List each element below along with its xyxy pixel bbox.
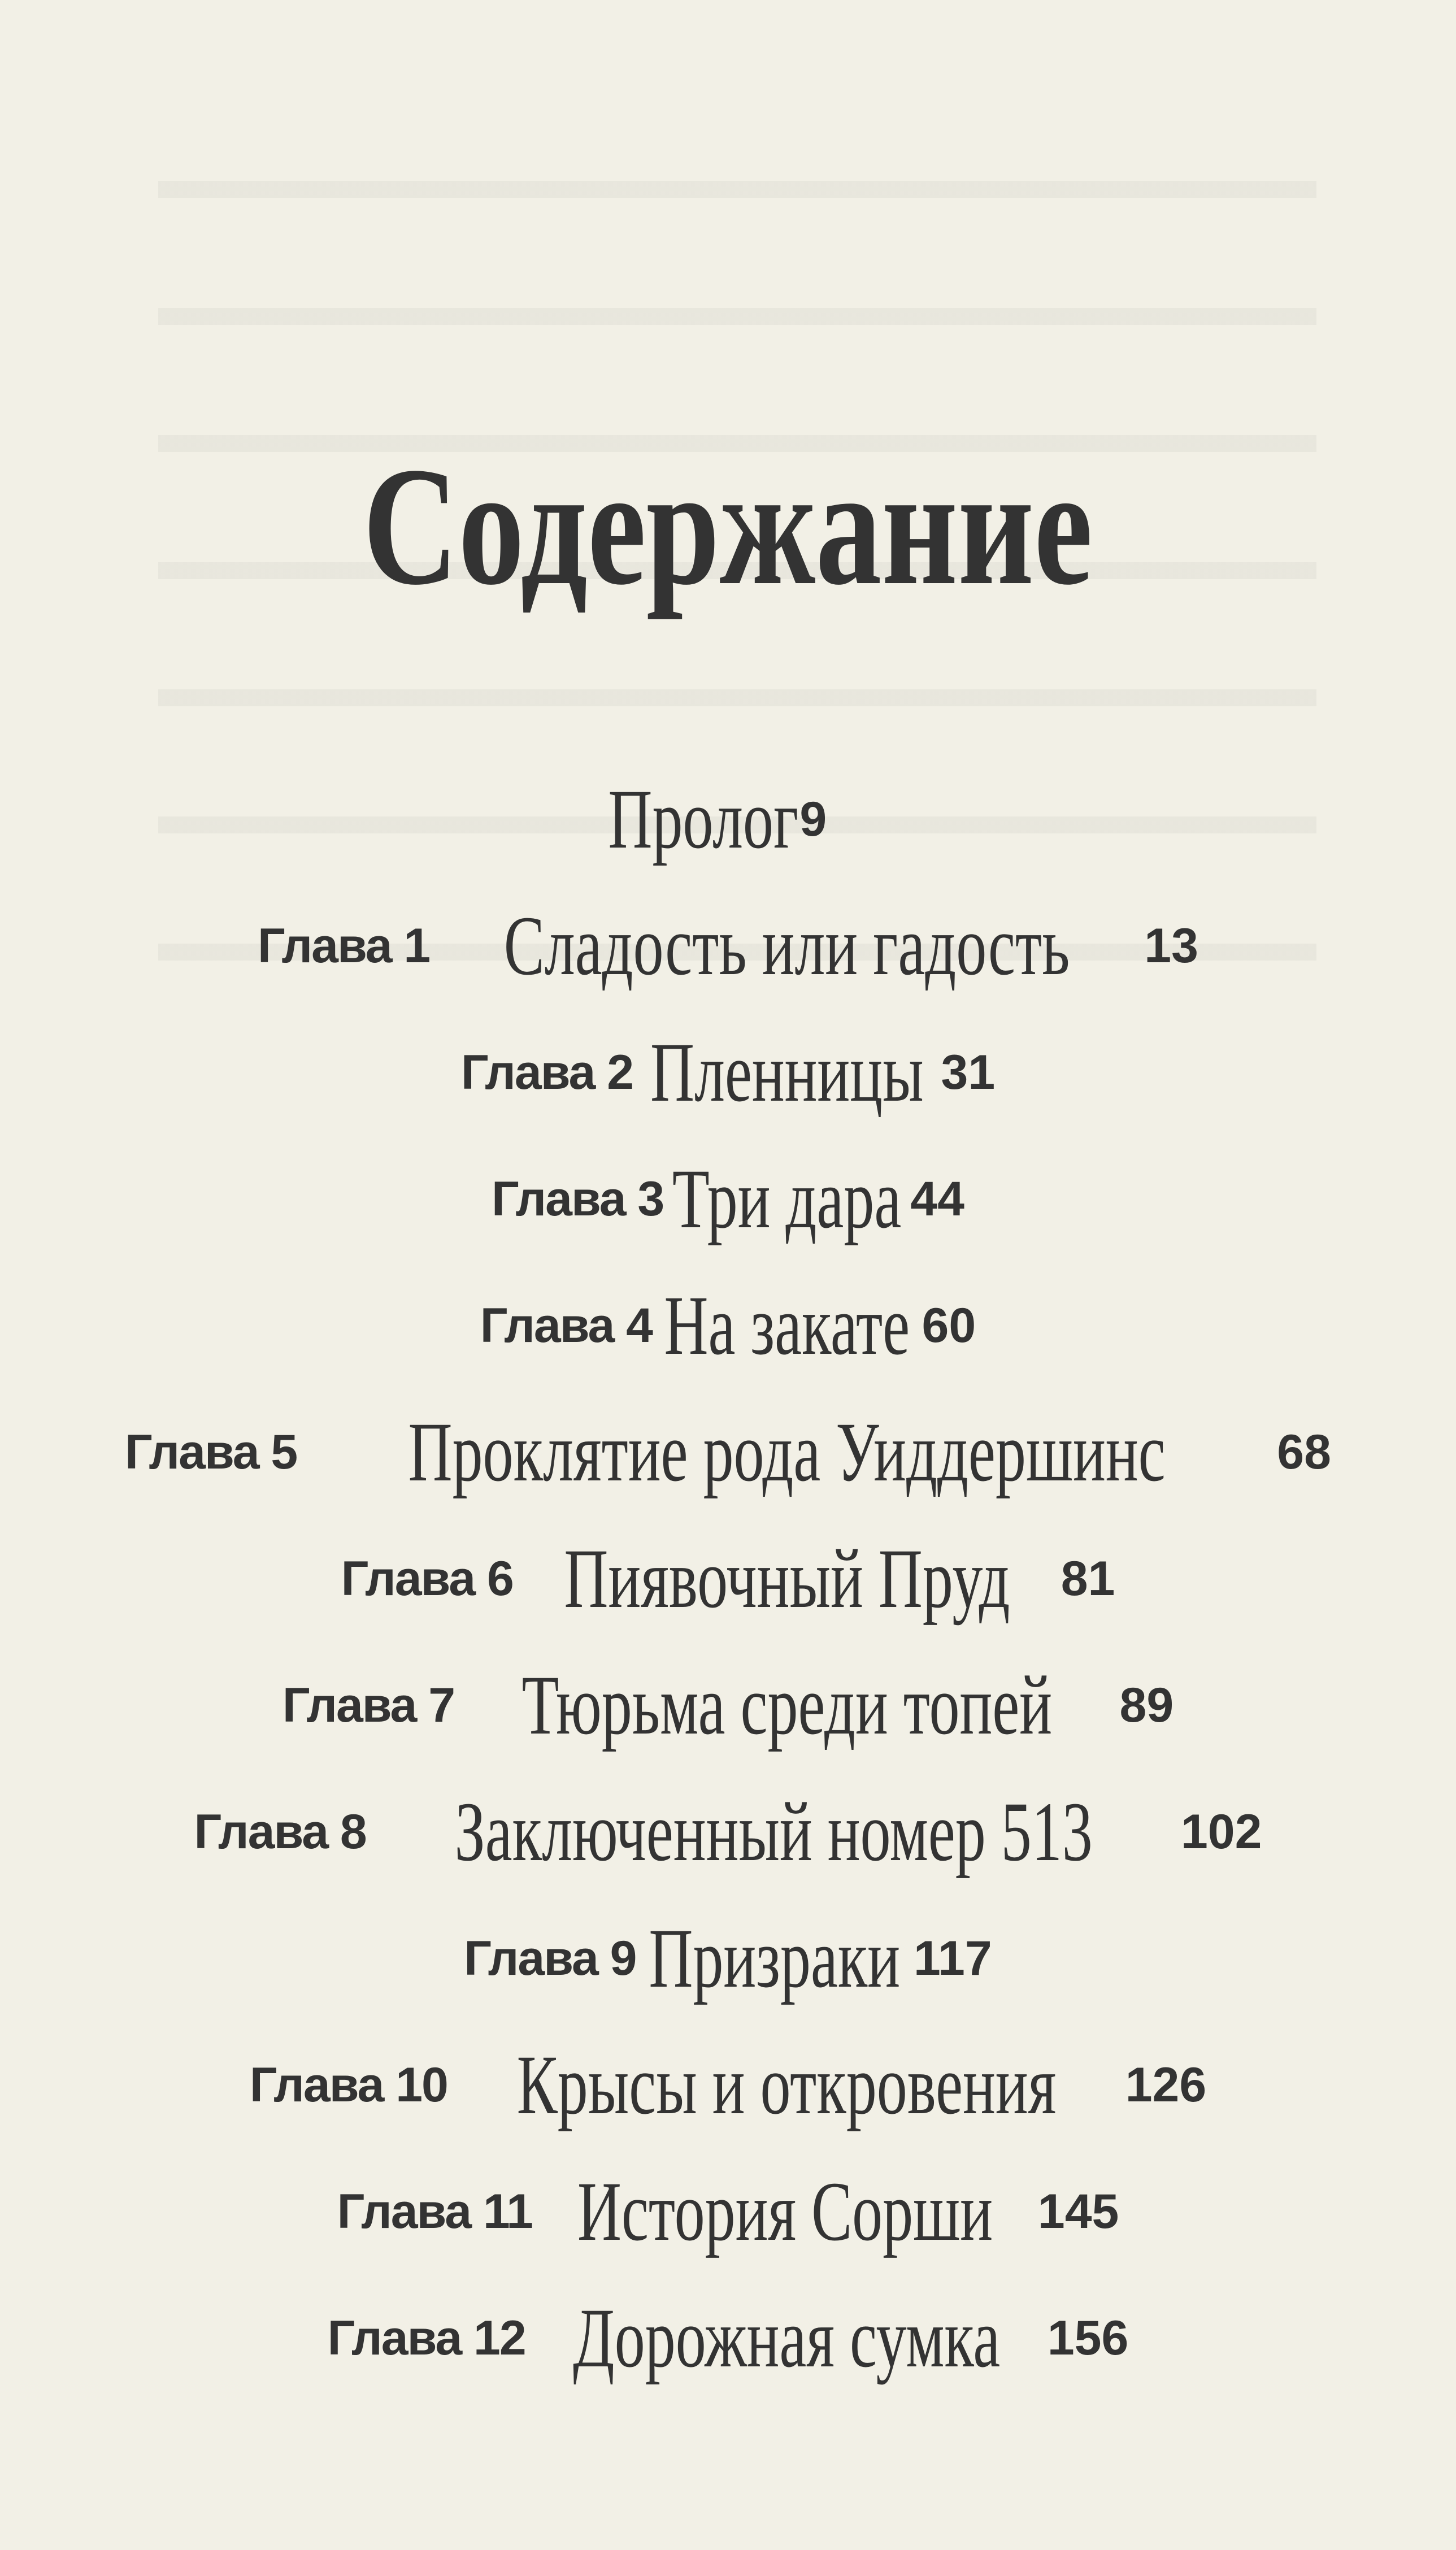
entry-title: История Сорши	[577, 2165, 993, 2258]
entry-title: Пленницы	[650, 1026, 924, 1119]
toc-entry	[0, 1389, 1456, 1515]
toc-entry	[0, 2022, 1456, 2148]
entry-label: Глава 9	[464, 1931, 636, 1986]
toc-entry	[0, 883, 1456, 1009]
toc-entry	[0, 1262, 1456, 1389]
entry-page: 89	[1119, 1678, 1174, 1732]
entry-label: Глава 6	[341, 1551, 513, 1606]
entry-page: 102	[1180, 1804, 1262, 1859]
entry-label: Глава 5	[125, 1424, 297, 1479]
toc-entry	[0, 1515, 1456, 1642]
entry-title: Сладость или гадость	[503, 899, 1070, 993]
entry-title: На закате	[664, 1279, 910, 1372]
toc-entry	[0, 2148, 1456, 2275]
entry-label: Глава 2	[460, 1045, 633, 1100]
entry-title: Пиявочный Пруд	[564, 1532, 1010, 1626]
entry-page: 126	[1125, 2057, 1207, 2112]
toc-entry	[0, 1009, 1456, 1136]
entry-page: 145	[1037, 2184, 1119, 2239]
toc-entry	[0, 1136, 1456, 1262]
entry-label: Глава 3	[492, 1171, 664, 1226]
entry-page: 44	[910, 1171, 964, 1226]
entry-title: Три дара	[672, 1152, 902, 1246]
entry-page: 9	[799, 792, 827, 846]
entry-page: 31	[941, 1045, 996, 1100]
entry-title: Крысы и откровения	[516, 2038, 1057, 2132]
toc-entry-prologue	[0, 756, 1456, 883]
toc-entry	[0, 2275, 1456, 2401]
entry-label: Глава 4	[480, 1298, 653, 1353]
entry-page: 117	[913, 1931, 992, 1986]
table-of-contents	[0, 756, 1456, 2401]
entry-title: Призраки	[649, 1912, 901, 2005]
entry-label: Глава 11	[337, 2184, 532, 2239]
toc-entry	[0, 1642, 1456, 1769]
entry-title: Пролог	[608, 772, 798, 866]
entry-page: 81	[1061, 1551, 1115, 1606]
entry-title: Тюрьма среди топей	[521, 1658, 1053, 1752]
entry-label: Глава 8	[194, 1804, 366, 1859]
toc-entry	[0, 1769, 1456, 1895]
entry-label: Глава 1	[258, 918, 430, 973]
entry-title: Дорожная сумка	[572, 2291, 1000, 2385]
entry-label: Глава 7	[282, 1678, 455, 1732]
page-title-text: Содержание	[363, 432, 1093, 620]
entry-title: Заключенный номер 513	[454, 1785, 1093, 1879]
entry-page: 60	[922, 1298, 976, 1353]
entry-page: 156	[1047, 2310, 1129, 2365]
entry-page: 68	[1277, 1424, 1331, 1479]
page-title	[0, 432, 1456, 620]
toc-entry	[0, 1895, 1456, 2022]
entry-label: Глава 12	[327, 2310, 525, 2365]
entry-label: Глава 10	[249, 2057, 447, 2112]
entry-page: 13	[1144, 918, 1198, 973]
entry-title: Проклятие рода Уиддершинс	[408, 1405, 1166, 1499]
